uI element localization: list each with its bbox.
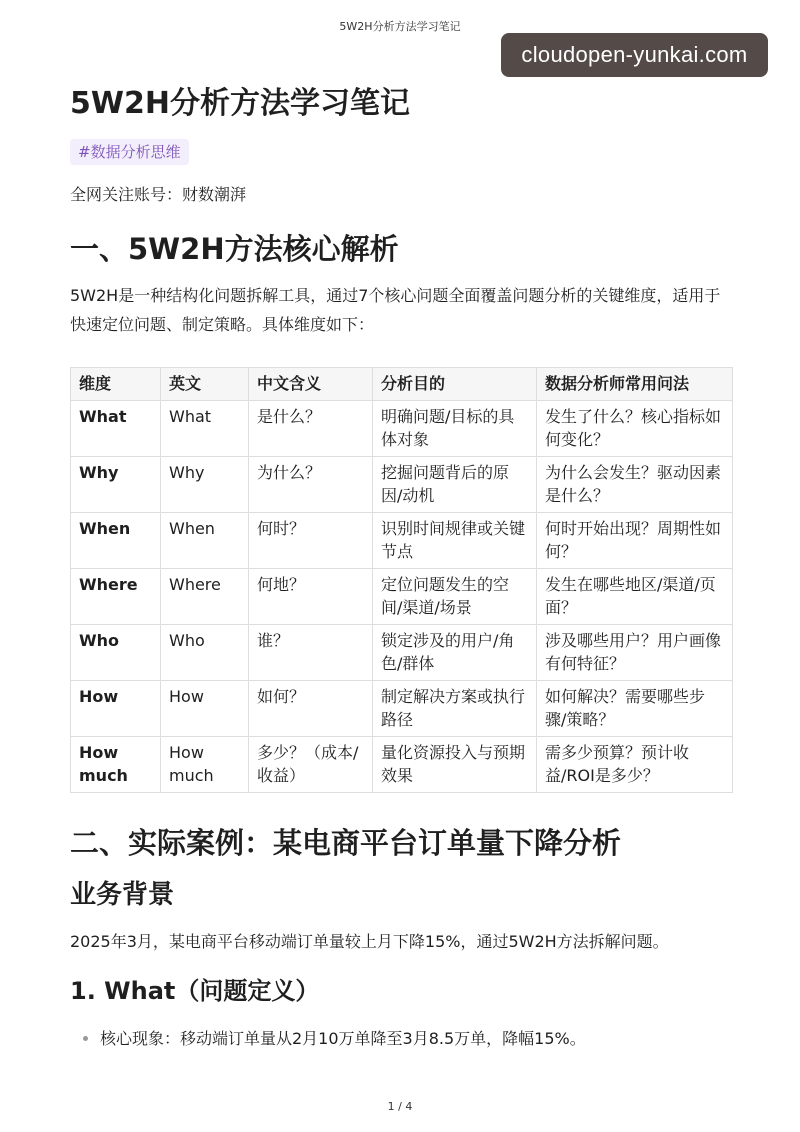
table-cell: Where (161, 569, 249, 625)
table-cell: 谁？ (249, 625, 373, 681)
table-cell: What (161, 401, 249, 457)
column-header: 英文 (161, 368, 249, 401)
page-title: 5W2H分析方法学习笔记 (70, 86, 410, 121)
table-header-row (71, 368, 733, 401)
table-cell: What (71, 401, 161, 457)
table-row (71, 401, 733, 457)
column-header: 分析目的 (373, 368, 537, 401)
column-header: 维度 (71, 368, 161, 401)
topic-tag[interactable]: #数据分析思维 (70, 139, 189, 165)
table-cell: 为什么会发生？驱动因素是什么？ (537, 457, 733, 513)
table-cell: 何时开始出现？周期性如何？ (537, 513, 733, 569)
section-heading-case: 二、实际案例：某电商平台订单量下降分析 (70, 826, 622, 860)
table-row (71, 737, 733, 793)
table-row (71, 569, 733, 625)
table-row (71, 625, 733, 681)
table-cell: How (161, 681, 249, 737)
running-header: 5W2H分析方法学习笔记 (339, 20, 461, 33)
background-paragraph: 2025年3月，某电商平台移动端订单量较上月下降15%，通过5W2H方法拆解问题。 (70, 932, 669, 951)
table-row (71, 513, 733, 569)
table-cell: 挖掘问题背后的原因/动机 (373, 457, 537, 513)
dimension-table (70, 367, 733, 793)
table-cell: 发生了什么？核心指标如何变化？ (537, 401, 733, 457)
table-cell: 锁定涉及的用户/角色/群体 (373, 625, 537, 681)
table-cell: 为什么？ (249, 457, 373, 513)
table-cell: How much (71, 737, 161, 793)
table-cell: 定位问题发生的空间/渠道/场景 (373, 569, 537, 625)
subheading-background: 业务背景 (70, 880, 175, 910)
table-cell: 是什么？ (249, 401, 373, 457)
table-cell: 明确问题/目标的具体对象 (373, 401, 537, 457)
table-cell: 识别时间规律或关键节点 (373, 513, 537, 569)
table-cell: 何时？ (249, 513, 373, 569)
table-cell: Where (71, 569, 161, 625)
table-cell: 何地？ (249, 569, 373, 625)
follow-note: 全网关注账号：财数潮湃 (70, 185, 247, 204)
section-intro: 5W2H是一种结构化问题拆解工具，通过7个核心问题全面覆盖问题分析的关键维度，适用于快速定位问题、制定策略。具体维度如下： (70, 286, 721, 334)
watermark: cloudopen-yunkai.com (501, 33, 768, 77)
subheading-what: 1. What（问题定义） (70, 977, 320, 1005)
table-row (71, 681, 733, 737)
table-cell: 如何？ (249, 681, 373, 737)
table-cell: 多少？（成本/收益） (249, 737, 373, 793)
table-cell: How (71, 681, 161, 737)
table-cell: 如何解决？需要哪些步骤/策略？ (537, 681, 733, 737)
table-cell: 发生在哪些地区/渠道/页面？ (537, 569, 733, 625)
column-header: 中文含义 (249, 368, 373, 401)
table-cell: Who (161, 625, 249, 681)
table-cell: 量化资源投入与预期效果 (373, 737, 537, 793)
table-cell: Who (71, 625, 161, 681)
bullet-list (70, 1026, 732, 1052)
column-header: 数据分析师常用问法 (537, 368, 733, 401)
table-cell: 涉及哪些用户？用户画像有何特征？ (537, 625, 733, 681)
page-number: 1 / 4 (387, 1100, 413, 1113)
table-row (71, 457, 733, 513)
table-cell: Why (71, 457, 161, 513)
table-cell: When (71, 513, 161, 569)
table-cell: 制定解决方案或执行路径 (373, 681, 537, 737)
section-heading-core: 一、5W2H方法核心解析 (70, 232, 399, 266)
document-body (70, 82, 732, 1052)
table-cell: How much (161, 737, 249, 793)
table-cell: 需多少预算？预计收益/ROI是多少？ (537, 737, 733, 793)
table-cell: Why (161, 457, 249, 513)
list-item: • 核心现象：移动端订单量从2月10万单降至3月8.5万单，降幅15%。 (100, 1026, 732, 1052)
table-cell: When (161, 513, 249, 569)
